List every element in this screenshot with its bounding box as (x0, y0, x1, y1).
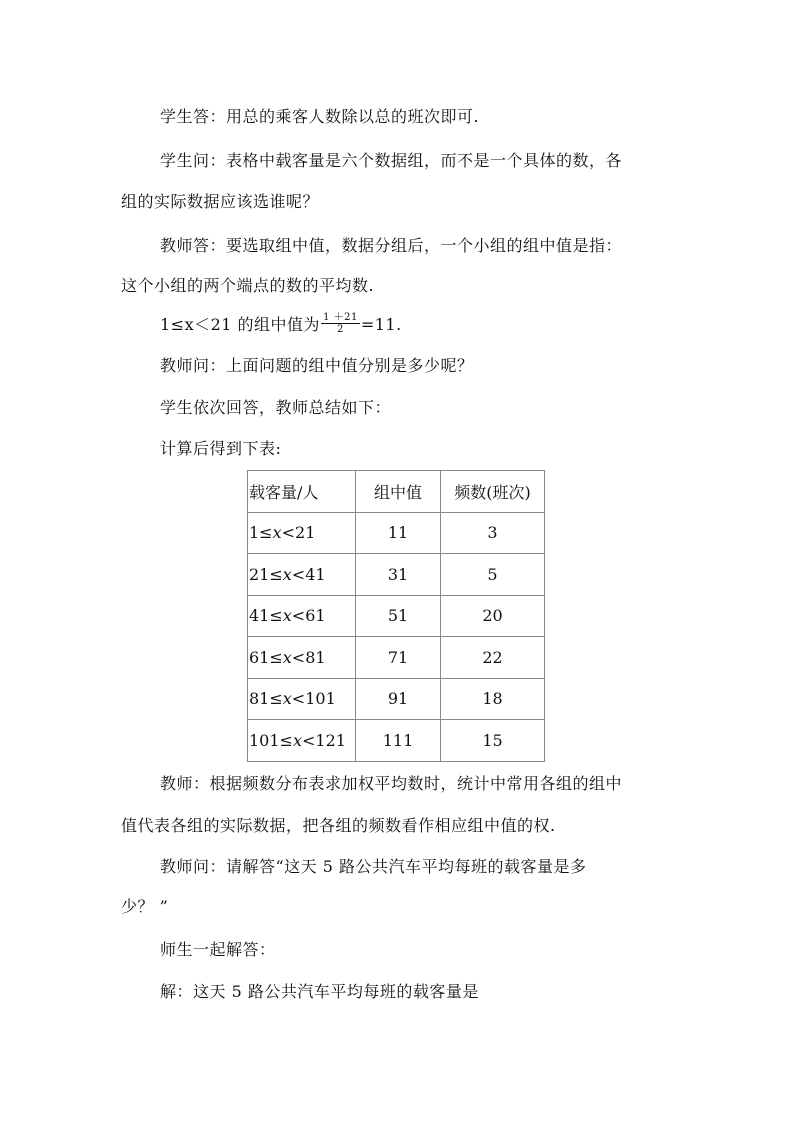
cell-midpoint: 71 (356, 637, 441, 679)
formula-line (160, 314, 402, 337)
cell-midpoint: 31 (356, 554, 441, 596)
range-high: <21 (281, 523, 316, 543)
paragraph-teacher-explain-line2: 值代表各组的实际数据，把各组的频数看作相应组中值的权. (121, 816, 556, 835)
paragraph-solve-together: 师生一起解答： (160, 940, 276, 959)
cell-frequency: 3 (441, 512, 545, 554)
cell-range (248, 637, 356, 679)
cell-range (248, 720, 356, 762)
range-high: <41 (291, 564, 326, 584)
range-variable: x (272, 523, 282, 543)
table-row (248, 512, 545, 554)
formula-prefix: 1≤x＜21 的组中值为 (160, 315, 321, 334)
formula-result: =11. (360, 315, 402, 334)
table-header-row (248, 471, 545, 513)
range-high: <121 (301, 730, 346, 750)
range-variable: x (282, 689, 292, 709)
paragraph-teacher-answer-line1: 教师答：要选取组中值，数据分组后，一个小组的组中值是指： (160, 236, 623, 255)
header-load: 载客量/人 (248, 471, 356, 513)
range-low: 21≤ (249, 564, 283, 584)
cell-midpoint: 111 (356, 720, 441, 762)
table-row (248, 678, 545, 720)
cell-midpoint: 91 (356, 678, 441, 720)
paragraph-teacher-question2-line2: 少？ ” (121, 897, 169, 916)
table-row (248, 595, 545, 637)
range-variable: x (292, 730, 302, 750)
paragraph-students-answer-in-turn: 学生依次回答，教师总结如下： (160, 398, 392, 417)
range-low: 81≤ (249, 689, 283, 709)
cell-range (248, 512, 356, 554)
range-low: 61≤ (249, 647, 283, 667)
cell-frequency: 20 (441, 595, 545, 637)
fraction-numerator: 1 ＋21 (323, 312, 358, 323)
fraction-denominator: 2 (337, 324, 344, 335)
range-high: <81 (291, 647, 326, 667)
paragraph-solution: 解：这天 5 路公共汽车平均每班的载客量是 (160, 982, 479, 1001)
table-row (248, 637, 545, 679)
paragraph-student-answer: 学生答：用总的乘客人数除以总的班次即可. (160, 107, 480, 126)
range-variable: x (282, 647, 292, 667)
cell-range (248, 678, 356, 720)
paragraph-teacher-explain-line1: 教师：根据频数分布表求加权平均数时，统计中常用各组的组中 (160, 774, 623, 793)
cell-range (248, 554, 356, 596)
cell-frequency: 5 (441, 554, 545, 596)
range-low: 101≤ (249, 730, 293, 750)
paragraph-table-intro: 计算后得到下表: (160, 439, 282, 458)
paragraph-student-question-line1: 学生问：表格中载客量是六个数据组，而不是一个具体的数，各 (160, 151, 623, 170)
range-variable: x (282, 606, 292, 626)
header-midpoint: 组中值 (356, 471, 441, 513)
cell-range (248, 595, 356, 637)
cell-frequency: 15 (441, 720, 545, 762)
range-low: 41≤ (249, 606, 283, 626)
table-row (248, 554, 545, 596)
table-row (248, 720, 545, 762)
header-frequency: 频数(班次) (441, 471, 545, 513)
cell-frequency: 18 (441, 678, 545, 720)
paragraph-teacher-question: 教师问：上面问题的组中值分别是多少呢？ (160, 356, 474, 375)
range-variable: x (282, 564, 292, 584)
cell-midpoint: 11 (356, 512, 441, 554)
cell-frequency: 22 (441, 637, 545, 679)
cell-midpoint: 51 (356, 595, 441, 637)
range-high: <61 (291, 606, 326, 626)
paragraph-teacher-question2-line1: 教师问：请解答“这天 5 路公共汽车平均每班的载客量是多 (160, 857, 587, 876)
paragraph-teacher-answer-line2: 这个小组的两个端点的数的平均数. (121, 276, 375, 295)
fraction (321, 312, 360, 335)
range-low: 1≤ (249, 523, 273, 543)
range-high: <101 (291, 689, 336, 709)
paragraph-student-question-line2: 组的实际数据应该选谁呢？ (121, 192, 320, 211)
frequency-table (247, 470, 545, 762)
